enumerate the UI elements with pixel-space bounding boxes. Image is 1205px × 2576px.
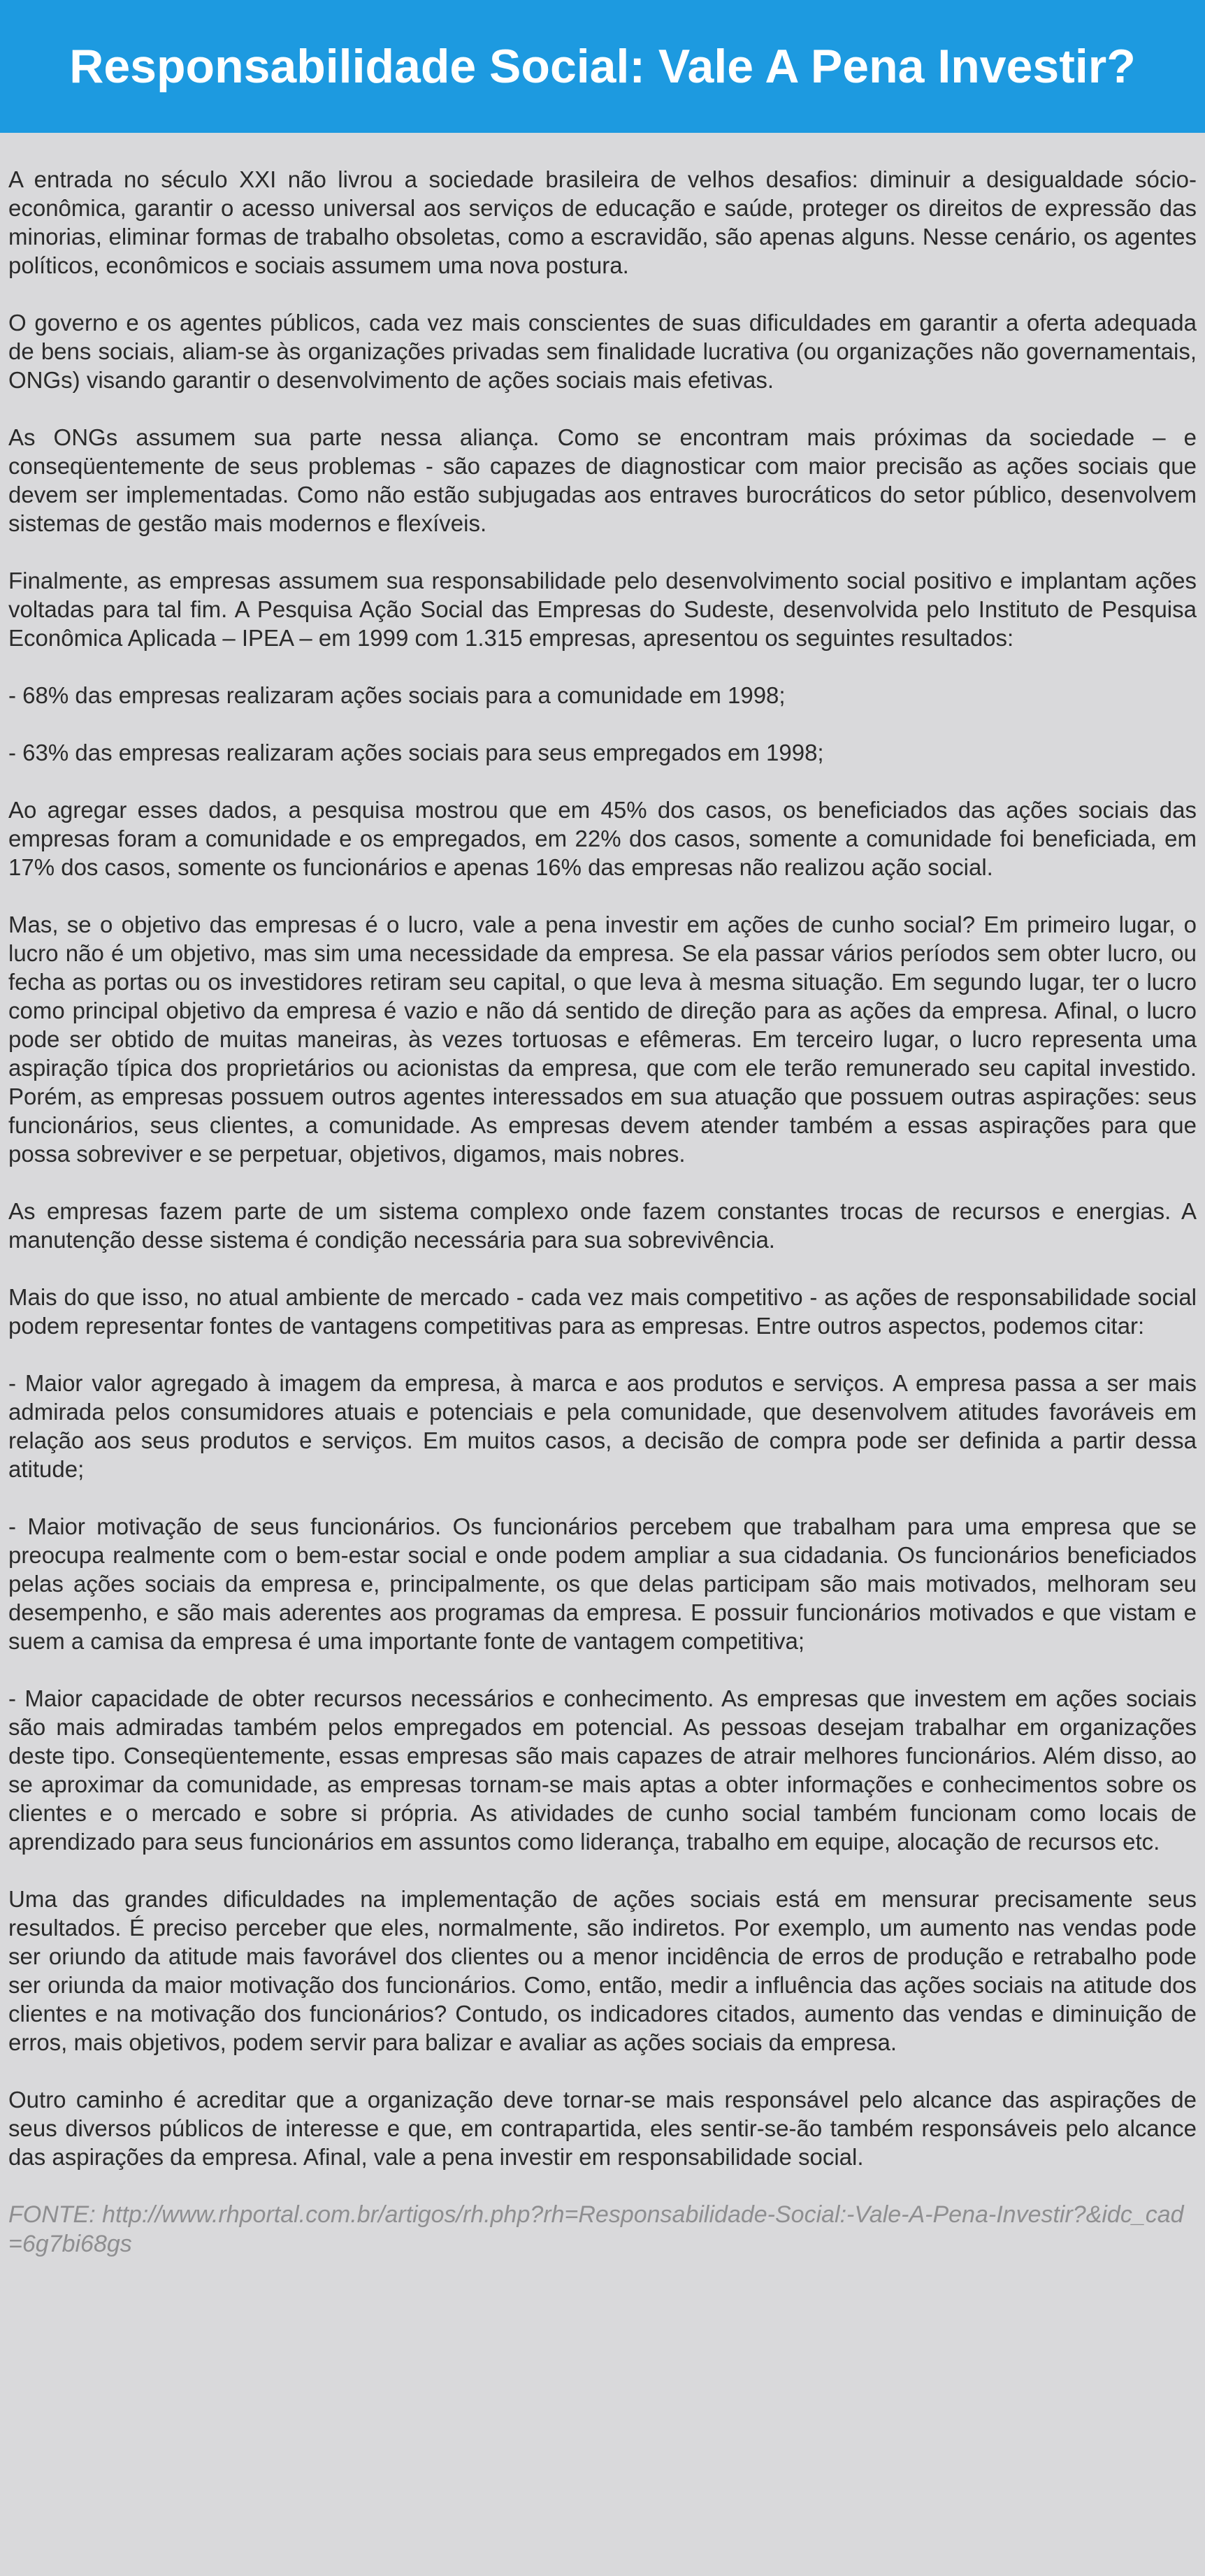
list-item-image-value: - Maior valor agregado à imagem da empresa, à marca e aos produtos e serviços. A empresa passa a ser mais admirada pelos consumidores atuais e potenciais e pela comunidade, que desenvolvem atitudes favoráveis em relação aos seus produtos e serviços. Em muitos casos, a decisão de compra pode ser definida a partir dessa atitude;	[8, 1370, 1197, 1482]
paragraph-survey-results: Ao agregar esses dados, a pesquisa mostrou que em 45% dos casos, os beneficiados das ações sociais das empresas foram a comunidade e os empregados, em 22% dos casos, somente a comunidade foi beneficiada, em 17% dos casos, somente os funcionários e apenas 16% das empresas não realizou ação social.	[8, 797, 1197, 880]
article-body	[0, 133, 1205, 2259]
paragraph-competitive: Mais do que isso, no atual ambiente de mercado - cada vez mais competitivo - as ações de responsabilidade social podem representar fontes de vantagens competitivas para as empresas. Entre outros aspectos, podemos citar:	[8, 1284, 1197, 1339]
paragraph-intro: A entrada no século XXI não livrou a sociedade brasileira de velhos desafios: diminuir a desigualdade sócio-econômica, garantir o acesso universal aos serviços de educação e saúde, proteger os direitos de expressão das minorias, eliminar formas de trabalho obsoletas, como a escravidão, são apenas alguns. Nesse cenário, os agentes políticos, econômicos e sociais assumem uma nova postura.	[8, 166, 1197, 278]
list-item-motivation: - Maior motivação de seus funcionários. Os funcionários percebem que trabalham para uma empresa que se preocupa realmente com o bem-estar social e onde podem ampliar a sua cidadania. Os funcionários beneficiados pelas ações sociais da empresa e, principalmente, os que delas participam são mais motivados, melhoram seu desempenho, e são mais aderentes aos programas da empresa. E possuir funcionários motivados e que vistam e suem a camisa da empresa é uma importante fonte de vantagem competitiva;	[8, 1513, 1197, 1654]
list-item-employees: - 63% das empresas realizaram ações sociais para seus empregados em 1998;	[8, 740, 824, 765]
page-header	[0, 0, 1205, 133]
list-item-resources: - Maior capacidade de obter recursos necessários e conhecimento. As empresas que investem em ações sociais são mais admiradas também pelos empregados em potencial. As pessoas desejam trabalhar em organizações deste tipo. Conseqüentemente, essas empresas são mais capazes de atrair melhores funcionários. Além disso, ao se aproximar da comunidade, as empresas tornam-se mais aptas a obter informações e conhecimentos sobre os clientes e o mercado e sobre si própria. As atividades de cunho social também funcionam como locais de aprendizado para seus funcionários em assuntos como liderança, trabalho em equipe, alocação de recursos etc.	[8, 1685, 1197, 1855]
paragraph-government: O governo e os agentes públicos, cada vez mais conscientes de suas dificuldades em garantir a oferta adequada de bens sociais, aliam-se às organizações privadas sem finalidade lucrativa (ou organizações não governamentais, ONGs) visando garantir o desenvolvimento de ações sociais mais efetivas.	[8, 310, 1197, 393]
paragraph-system: As empresas fazem parte de um sistema complexo onde fazem constantes trocas de recursos e energias. A manutenção desse sistema é condição necessária para sua sobrevivência.	[8, 1198, 1197, 1253]
page-title: Responsabilidade Social: Vale A Pena Investir?	[69, 40, 1136, 93]
paragraph-measurement: Uma das grandes dificuldades na implementação de ações sociais está em mensurar precisamente seus resultados. É preciso perceber que eles, normalmente, são indiretos. Por exemplo, um aumento nas vendas pode ser oriundo da atitude mais favorável dos clientes ou a menor incidência de erros de produção e retrabalho pode ser oriunda da maior motivação dos funcionários. Como, então, medir a influência das ações sociais na atitude dos clientes e na motivação dos funcionários? Contudo, os indicadores citados, aumento das vendas e diminuição de erros, mais objetivos, podem servir para balizar e avaliar as ações sociais da empresa.	[8, 1886, 1197, 2055]
source-citation: FONTE: http://www.rhportal.com.br/artigos/rh.php?rh=Responsabilidade-Social:-Vale-A-Pena-Investir?&idc_cad=6g7bi68gs	[8, 2201, 1184, 2257]
paragraph-conclusion: Outro caminho é acreditar que a organização deve tornar-se mais responsável pelo alcance das aspirações de seus diversos públicos de interesse e que, em contrapartida, eles sentir-se-ão também responsáveis pelo alcance das aspirações da empresa. Afinal, vale a pena investir em responsabilidade social.	[8, 2087, 1197, 2170]
paragraph-ongs: As ONGs assumem sua parte nessa aliança. Como se encontram mais próximas da sociedade – e conseqüentemente de seus problemas - são capazes de diagnosticar com maior precisão as ações sociais que devem ser implementadas. Como não estão subjugadas aos entraves burocráticos do setor público, desenvolvem sistemas de gestão mais modernos e flexíveis.	[8, 424, 1197, 536]
list-item-community: - 68% das empresas realizaram ações sociais para a comunidade em 1998;	[8, 682, 786, 708]
paragraph-profit: Mas, se o objetivo das empresas é o lucro, vale a pena investir em ações de cunho social? Em primeiro lugar, o lucro não é um objetivo, mas sim uma necessidade da empresa. Se ela passar vários períodos sem obter lucro, ou fecha as portas ou os investidores retiram seu capital, o que leva à mesma situação. Em segundo lugar, ter o lucro como principal objetivo da empresa é vazio e não dá sentido de direção para as ações da empresa. Afinal, o lucro pode ser obtido de muitas maneiras, às vezes tortuosas e efêmeras. Em terceiro lugar, o lucro representa uma aspiração típica dos proprietários ou acionistas da empresa, que com ele terão remunerado seu capital investido. Porém, as empresas possuem outros agentes interessados em sua atuação que possuem outras aspirações: seus funcionários, seus clientes, a comunidade. As empresas devem atender também a essas aspirações para que possa sobreviver e se perpetuar, objetivos, digamos, mais nobres.	[8, 912, 1197, 1167]
paragraph-companies: Finalmente, as empresas assumem sua responsabilidade pelo desenvolvimento social positivo e implantam ações voltadas para tal fim. A Pesquisa Ação Social das Empresas do Sudeste, desenvolvida pelo Instituto de Pesquisa Econômica Aplicada – IPEA – em 1999 com 1.315 empresas, apresentou os seguintes resultados:	[8, 568, 1197, 651]
